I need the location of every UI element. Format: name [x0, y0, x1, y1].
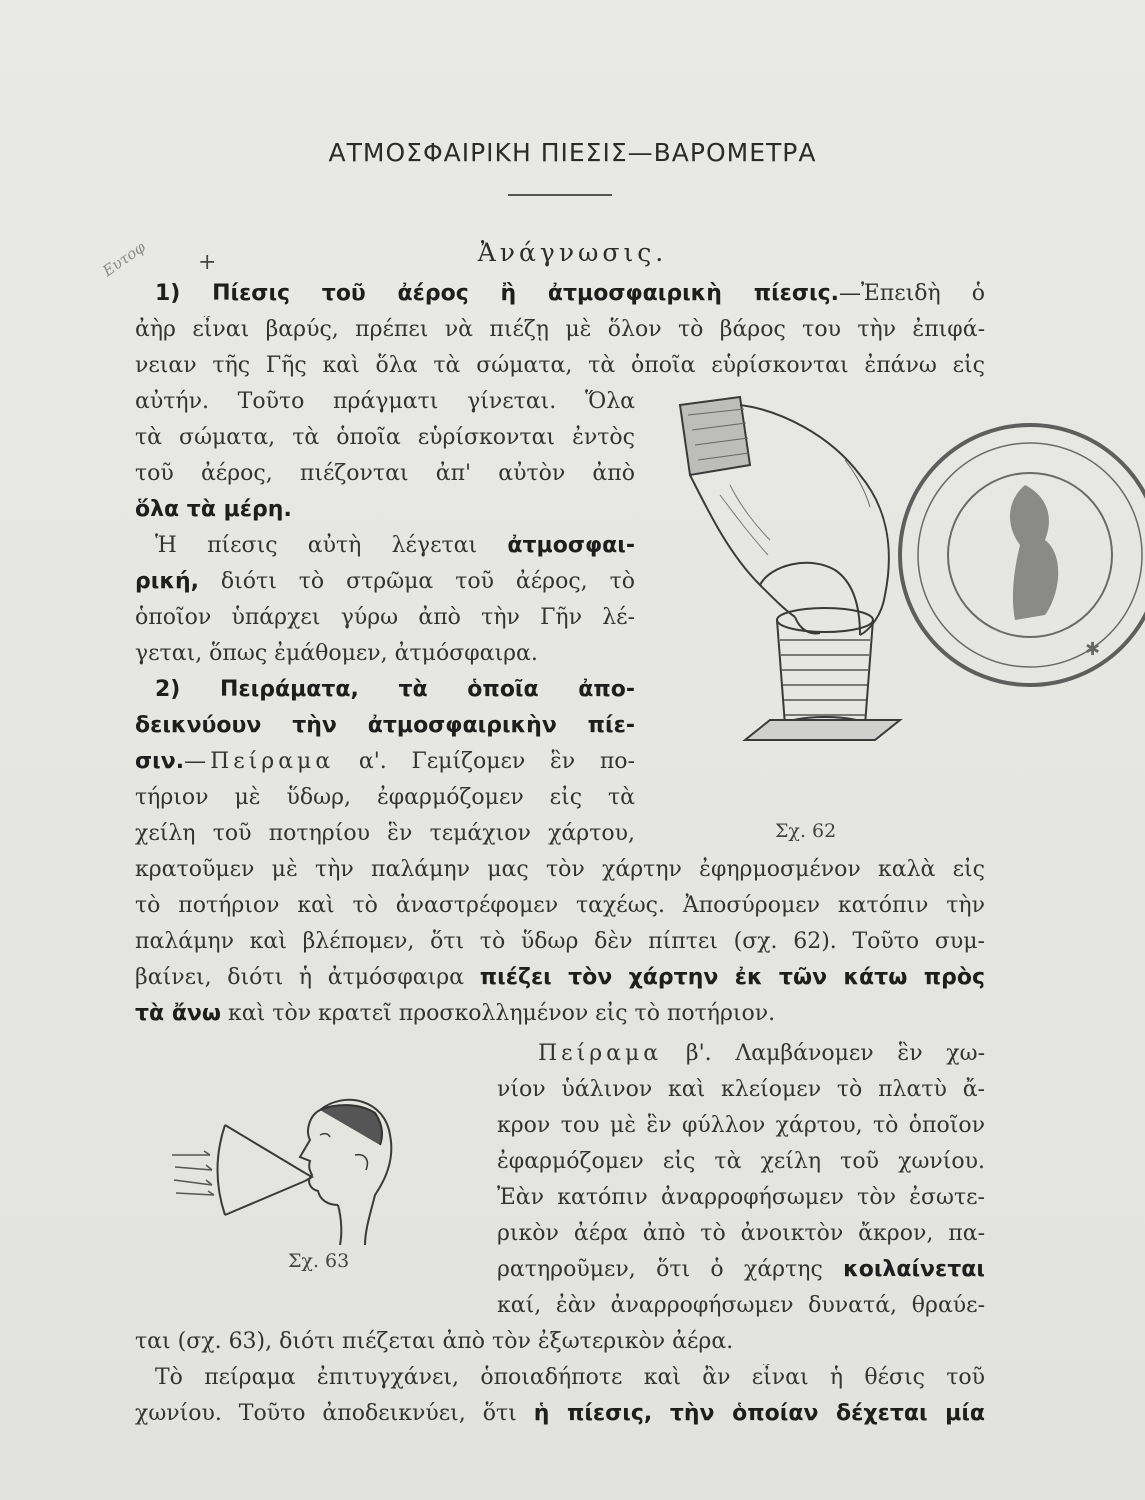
- text-line: τὸ ποτήριον καὶ τὸ ἀναστρέφομεν ταχέως. Ἀποσύρομεν κατόπιν τὴν: [135, 893, 985, 918]
- figure-63-head-funnel-illustration: [170, 1085, 400, 1255]
- text-line: ἀὴρ εἶναι βαρύς, πρέπει νὰ πιέζῃ μὲ ὅλον τὸ βάρος του τὴν ἐπιφά-: [135, 317, 985, 342]
- text-line: τήριον μὲ ὕδωρ, ἐφαρμόζομεν εἰς τὰ: [135, 785, 635, 810]
- text-line: 1) Πίεσις τοῦ ἀέρος ἢ ἀτμοσφαιρικὴ πίεσις.—Ἐπειδὴ ὁ: [155, 281, 985, 306]
- text-line: νειαν τῆς Γῆς καὶ ὅλα τὰ σώματα, τὰ ὁποῖα εὑρίσκονται ἐπάνω εἰς: [135, 353, 985, 378]
- text-line: παλάμην καὶ βλέπομεν, ὅτι τὸ ὕδωρ δὲν πίπτει (σχ. 62). Τοῦτο συμ-: [135, 929, 985, 954]
- stamp-star-mark: ✱: [1085, 639, 1101, 660]
- text-line: γεται, ὅπως ἐμάθομεν, ἀτμόσφαιρα.: [135, 641, 538, 666]
- section-heading-2: 2) Πειράματα, τὰ ὁποῖα ἀπο-: [155, 677, 635, 702]
- figure-63-caption: Σχ. 63: [288, 1250, 350, 1272]
- text-line: Πείραμα β'. Λαμβάνομεν ἓν χω-: [538, 1041, 985, 1066]
- text-line: ἐφαρμόζομεν εἰς τὰ χείλη τοῦ χωνίου.: [497, 1149, 985, 1174]
- figure-62-caption: Σχ. 62: [775, 820, 837, 842]
- section-subtitle: Ἀνάγνωσις.: [477, 238, 668, 267]
- text-line: κρατοῦμεν μὲ τὴν παλάμην μας τὸν χάρτην ἐφηρμοσμένον καλὰ εἰς: [135, 857, 985, 882]
- text-line: τὰ σώματα, τὰ ὁποῖα εὑρίσκονται ἐντὸς: [135, 425, 635, 450]
- library-stamp-seal-illustration: [895, 405, 1145, 705]
- text-line: ται (σχ. 63), διότι πιέζεται ἀπὸ τὸν ἐξωτερικὸν ἀέρα.: [135, 1329, 734, 1354]
- text-line: σιν.—Πείραμα α'. Γεμίζομεν ἓν πο-: [135, 749, 635, 774]
- text-line: τὰ ἄνω καὶ τὸν κρατεῖ προσκολλημένον εἰς τὸ ποτήριον.: [135, 1001, 776, 1026]
- text-line: Ἐὰν κατόπιν ἀναρροφήσωμεν τὸν ἐσωτε-: [497, 1185, 985, 1210]
- page-title: ΑΤΜΟΣΦΑΙΡΙΚΗ ΠΙΕΣΙΣ—ΒΑΡΟΜΕΤΡΑ: [328, 138, 817, 167]
- text-line: βαίνει, διότι ἡ ἀτμόσφαιρα πιέζει τὸν χάρτην ἐκ τῶν κάτω πρὸς: [135, 965, 985, 990]
- text-line: κρον του μὲ ἓν φύλλον χάρτου, τὸ ὁποῖον: [497, 1113, 985, 1138]
- title-divider: [508, 194, 612, 196]
- text-line: χωνίου. Τοῦτο ἀποδεικνύει, ὅτι ἡ πίεσις, τὴν ὁποίαν δέχεται μία: [135, 1401, 985, 1426]
- text-line: τοῦ ἀέρος, πιέζονται ἀπ' αὐτὸν ἀπὸ: [135, 461, 635, 486]
- figure-62-hand-glass-illustration: [660, 395, 920, 795]
- text-line: ὁποῖον ὑπάρχει γύρω ἀπὸ τὴν Γῆν λέ-: [135, 605, 635, 630]
- section-heading-2-cont: δεικνύουν τὴν ἀτμοσφαιρικὴν πίε-: [135, 713, 635, 738]
- text-line: χείλη τοῦ ποτηρίου ἓν τεμάχιον χάρτου,: [135, 821, 635, 846]
- plus-mark: +: [198, 250, 217, 275]
- text-line: ρική, διότι τὸ στρῶμα τοῦ ἀέρος, τὸ: [135, 569, 635, 594]
- text-line: καί, ἐὰν ἀναρροφήσωμεν δυνατά, θραύε-: [497, 1293, 985, 1318]
- margin-note: Ευτοφ: [99, 237, 149, 281]
- text-line: ρικὸν ἀέρα ἀπὸ τὸ ἀνοικτὸν ἄκρον, πα-: [497, 1221, 985, 1246]
- text-line: ρατηροῦμεν, ὅτι ὁ χάρτης κοιλαίνεται: [497, 1257, 985, 1282]
- text-line-bold: ὅλα τὰ μέρη.: [135, 497, 292, 522]
- text-line: Ἡ πίεσις αὐτὴ λέγεται ἀτμοσφαι-: [155, 533, 635, 558]
- text-line: Τὸ πείραμα ἐπιτυγχάνει, ὁποιαδήποτε καὶ ἂν εἶναι ἡ θέσις τοῦ: [155, 1365, 985, 1390]
- text-line: νίον ὑάλινον καὶ κλείομεν τὸ πλατὺ ἄ-: [497, 1077, 985, 1102]
- section-heading-1: 1) Πίεσις τοῦ ἀέρος ἢ ἀτμοσφαιρικὴ πίεσις.: [155, 281, 840, 306]
- text-line: αὐτήν. Τοῦτο πράγματι γίνεται. Ὅλα: [135, 389, 635, 414]
